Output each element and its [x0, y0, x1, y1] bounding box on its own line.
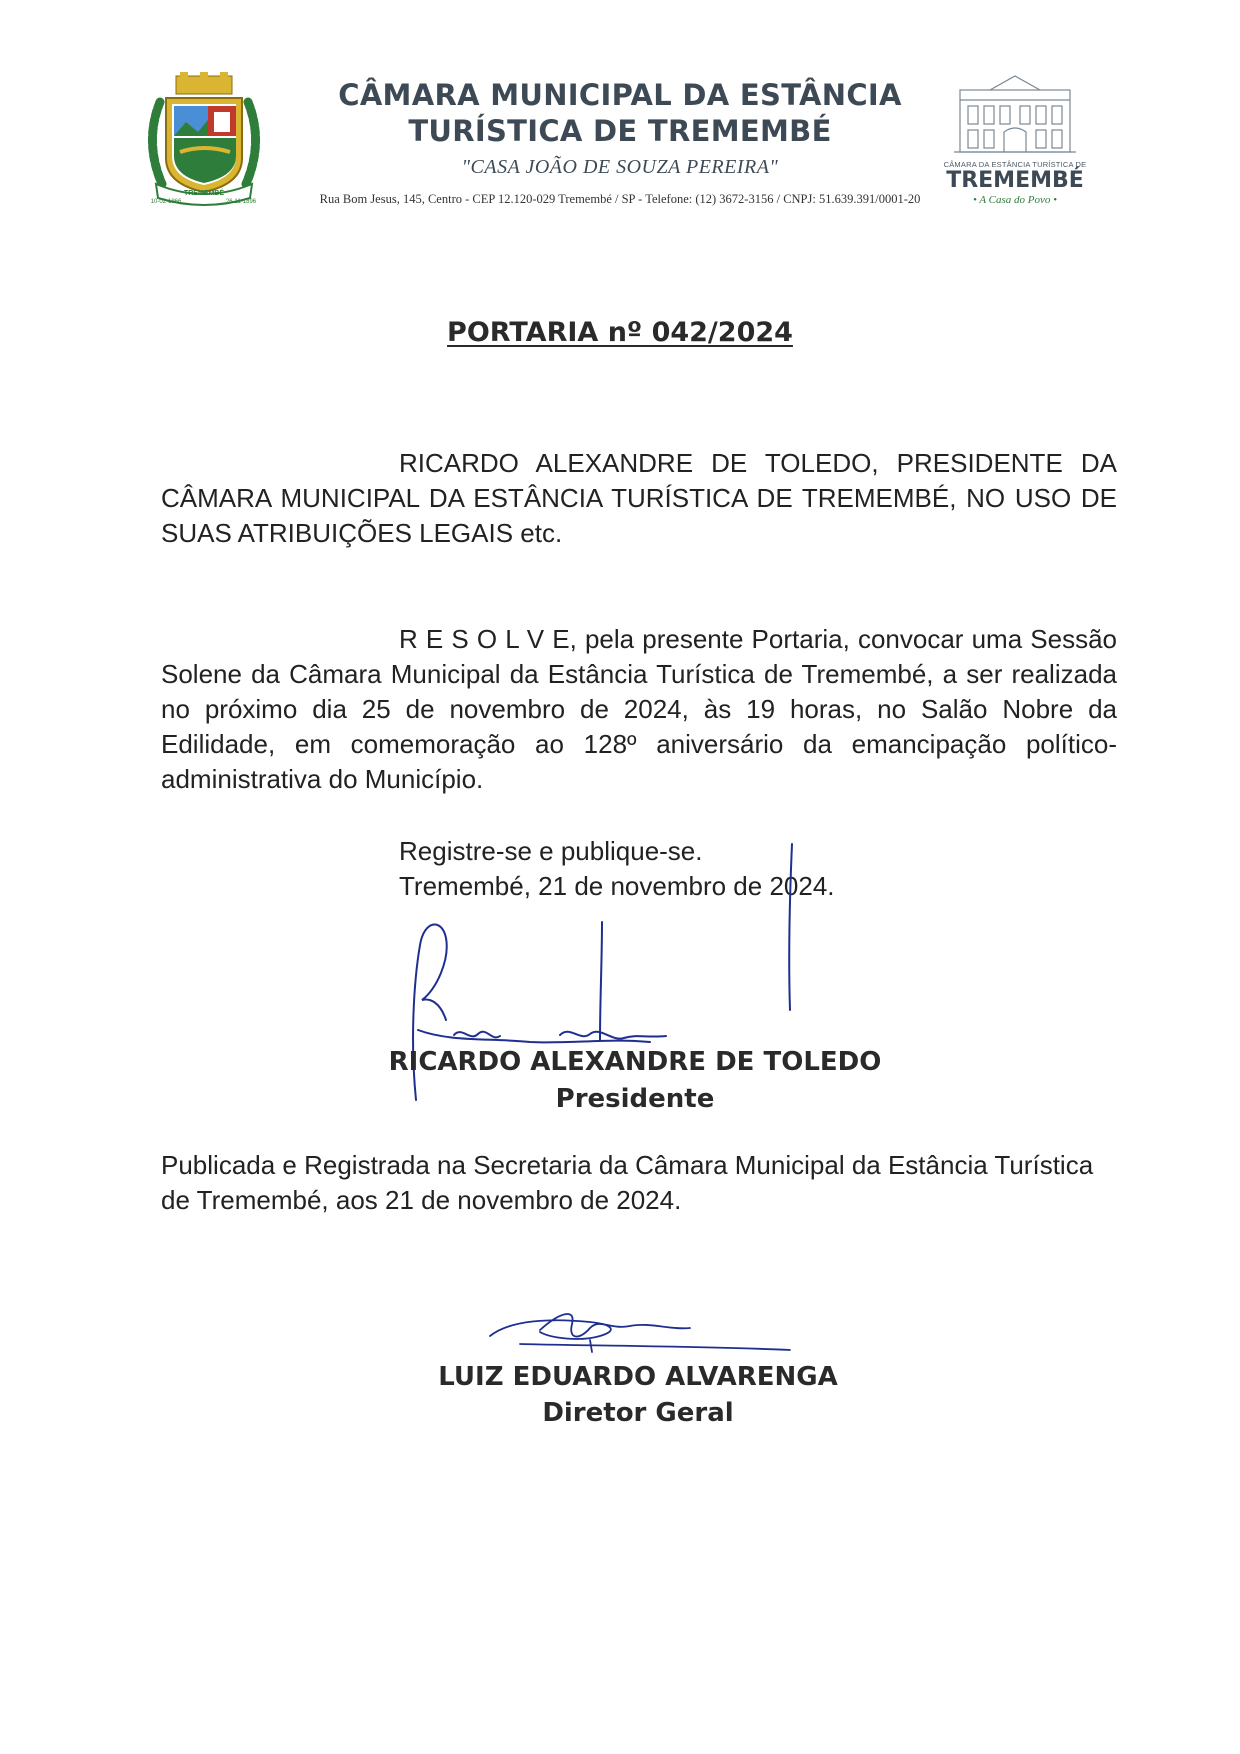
document-title-text: PORTARIA nº 042/2024 [447, 317, 793, 348]
director-signature [480, 1300, 800, 1360]
closing-register-line: Registre-se e publique-se. [399, 836, 703, 866]
organization-subtitle: "CASA JOÃO DE SOUZA PEREIRA" [461, 156, 779, 178]
signer1-name: RICARDO ALEXANDRE DE TOLEDO [388, 1047, 882, 1077]
paragraph-preamble [161, 446, 1117, 551]
crest-banner-text: TREMEMBÉ [183, 190, 225, 197]
publication-note: Publicada e Registrada na Secretaria da Câmara Municipal da Estância Turística de Tremembé, aos 21 de novembro de 2024. [161, 1150, 1094, 1215]
crest-date-left: 10-02-1866 [150, 199, 182, 205]
paragraph-resolve [161, 622, 1117, 797]
organization-name-line1: CÂMARA MUNICIPAL DA ESTÂNCIA [338, 78, 902, 112]
document-title [0, 317, 1240, 348]
crest-date-right: 26-11-1896 [225, 199, 257, 205]
paragraph-resolve-text: R E S O L V E, pela presente Portaria, convocar uma Sessão Solene da Câmara Municipal da Estância Turística de Tremembé, a ser realizada no próximo dia 25 de novembro de 2024, às 19 horas, no Salão Nobre da Edilidade, em comemoração ao 128º aniversário da emancipação político-administrativa do Município. [161, 624, 1117, 794]
organization-name-line2: TURÍSTICA DE TREMEMBÉ [408, 114, 832, 148]
signer1-role: Presidente [555, 1084, 715, 1114]
organization-address: Rua Bom Jesus, 145, Centro - CEP 12.120-029 Tremembé / SP - Telefone: (12) 3672-3156 / CNPJ: 51.639.391/0001-20 [319, 192, 921, 206]
right-logo-title: TREMEMBÉ [946, 168, 1084, 193]
signer2-name: LUIZ EDUARDO ALVARENGA [438, 1362, 838, 1392]
signer2-role: Diretor Geral [542, 1398, 734, 1428]
closing-date-line: Tremembé, 21 de novembro de 2024. [399, 871, 835, 901]
closing-block [399, 834, 835, 904]
paragraph-preamble-text: RICARDO ALEXANDRE DE TOLEDO, PRESIDENTE DA CÂMARA MUNICIPAL DA ESTÂNCIA TURÍSTICA DE TREMEMBÉ, NO USO DE SUAS ATRIBUIÇÕES LEGAIS etc. [161, 448, 1117, 548]
right-logo-tagline: • A Casa do Povo • [973, 194, 1057, 206]
right-logo-small-text: CÂMARA DA ESTÂNCIA TURÍSTICA DE [943, 160, 1087, 169]
